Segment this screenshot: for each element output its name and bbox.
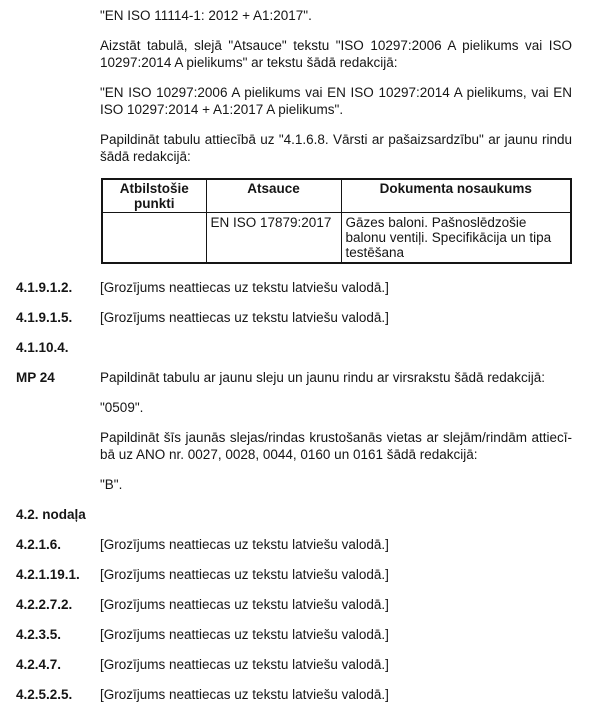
paragraph-supplement-valves: Papildināt tabulu attiecībā uz "4.1.6.8. Vārsti ar pašaizsardzību" ar jaunu rindu šādā redakcijā:	[100, 132, 572, 164]
entry-label: MP 24	[16, 370, 55, 385]
entry-4-2-1-6	[16, 536, 600, 553]
table-header-atsauce: Atsauce	[206, 179, 341, 213]
table-header-dokumenta-nosaukums: Dokumenta nosaukums	[341, 179, 571, 213]
entry-label: 4.2.1.6.	[16, 537, 62, 552]
entry-text: [Grozījums neattiecas uz tekstu latviešu valodā.]	[100, 280, 389, 295]
entry-label: 4.2.1.19.1.	[16, 567, 80, 582]
table-header-atbilstosie-punkti: Atbilstošie punkti	[102, 179, 206, 213]
paragraph-replace-instruction: Aizstāt tabulā, slejā "Atsauce" tekstu "ISO 10297:2006 A pielikums vai ISO 10297:2014 A pielikums" ar tekstu šādā redakcijā:	[100, 38, 572, 70]
amendment-table	[101, 178, 572, 264]
entry-text: Papildināt tabulu ar jaunu sleju un jaunu rindu ar virsrakstu šādā redakcijā:	[100, 370, 546, 385]
entry-4-1-9-1-2	[16, 279, 600, 296]
table-cell-nosaukums: Gāzes baloni. Pašnoslēdzošie balonu ventiļi. Specifikācija un tipa testēšana	[341, 213, 571, 264]
entry-4-2-3-5	[16, 626, 600, 643]
entry-text: [Grozījums neattiecas uz tekstu latviešu valodā.]	[100, 567, 389, 582]
entry-label: 4.2.5.2.5.	[16, 687, 73, 702]
entry-mp-24	[16, 369, 600, 386]
entry-text: [Grozījums neattiecas uz tekstu latviešu valodā.]	[100, 687, 389, 702]
paragraph-0509: "0509".	[100, 400, 144, 415]
paragraph-replacement-text: "EN ISO 10297:2006 A pielikums vai EN ISO 10297:2014 A pielikums, vai EN ISO 10297:2014 + A1:2017 A pielikums".	[100, 85, 572, 117]
entry-label: 4.1.10.4.	[16, 340, 69, 355]
entry-4-2-1-19-1	[16, 566, 600, 583]
entry-text: [Grozījums neattiecas uz tekstu latviešu valodā.]	[100, 597, 389, 612]
paragraph-b: "B".	[100, 477, 123, 492]
entry-text	[100, 339, 572, 356]
table-row	[102, 213, 571, 264]
entry-label: 4.2.4.7.	[16, 657, 62, 672]
table-cell-atsauce: EN ISO 17879:2017	[206, 213, 341, 264]
entry-4-2-2-7-2	[16, 596, 600, 613]
entry-label: 4.1.9.1.5.	[16, 310, 73, 325]
entry-4-1-9-1-5	[16, 309, 600, 326]
entry-4-1-10-4	[16, 339, 600, 356]
paragraph-intersections: Papildināt šīs jaunās slejas/rindas krustošanās vietas ar slejām/rindām attiecībā uz ANO nr. 0027, 0028, 0044, 0160 un 0161 šādā redakcijā:	[100, 430, 572, 462]
table-cell-punkti	[102, 213, 206, 264]
paragraph-en-iso-11114: "EN ISO 11114-1: 2012 + A1:2017".	[100, 8, 312, 23]
entry-text: [Grozījums neattiecas uz tekstu latviešu valodā.]	[100, 310, 389, 325]
entry-4-2-4-7	[16, 656, 600, 673]
entry-text: [Grozījums neattiecas uz tekstu latviešu valodā.]	[100, 657, 389, 672]
section-heading-4-2: 4.2. nodaļa	[16, 507, 86, 522]
entry-label: 4.2.2.7.2.	[16, 597, 73, 612]
entry-text: [Grozījums neattiecas uz tekstu latviešu valodā.]	[100, 627, 389, 642]
entry-label: 4.1.9.1.2.	[16, 280, 73, 295]
table-header-row	[102, 179, 571, 213]
entry-text: [Grozījums neattiecas uz tekstu latviešu valodā.]	[100, 537, 389, 552]
entry-4-2-5-2-5	[16, 686, 600, 703]
entry-label: 4.2.3.5.	[16, 627, 62, 642]
